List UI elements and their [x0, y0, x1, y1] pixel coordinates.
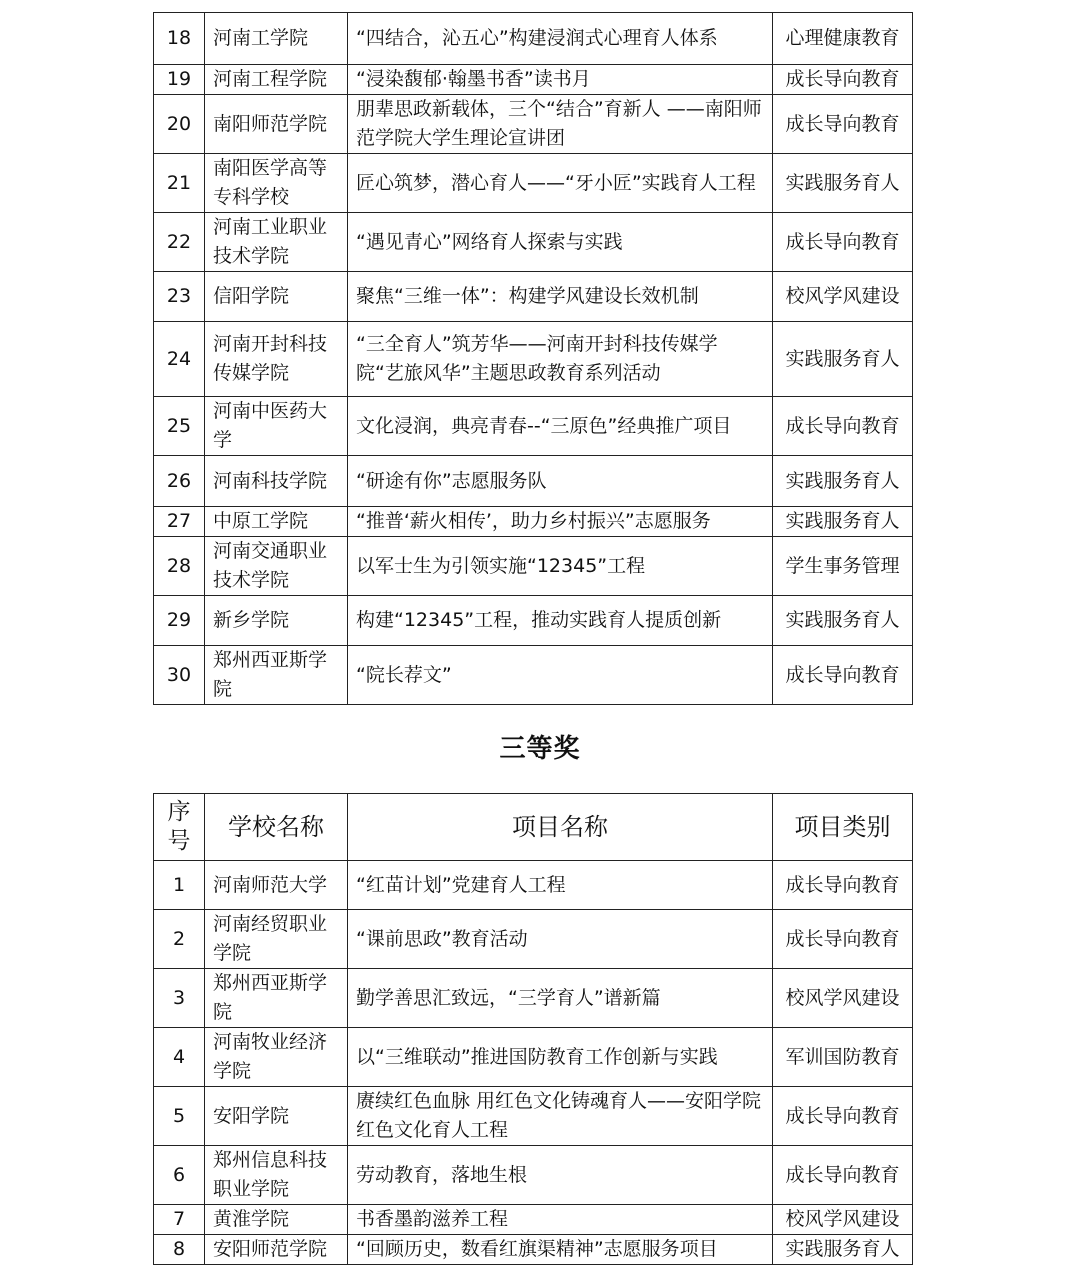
- project-name: 勤学善思汇致远，“三学育人”谱新篇: [348, 969, 773, 1028]
- table-row: [154, 507, 913, 537]
- school-name: 河南经贸职业学院: [205, 910, 348, 969]
- row-number: 5: [154, 1087, 205, 1146]
- school-name: 河南工程学院: [205, 65, 348, 95]
- table-row: [154, 861, 913, 910]
- school-name: 河南师范大学: [205, 861, 348, 910]
- project-name: “研途有你”志愿服务队: [348, 456, 773, 507]
- project-category: 实践服务育人: [773, 596, 913, 646]
- row-number: 2: [154, 910, 205, 969]
- project-name: 聚焦“三维一体”：构建学风建设长效机制: [348, 272, 773, 322]
- school-name: 郑州西亚斯学院: [205, 646, 348, 705]
- table-row: [154, 13, 913, 65]
- project-category: 校风学风建设: [773, 272, 913, 322]
- row-number: 18: [154, 13, 205, 65]
- row-number: 20: [154, 95, 205, 154]
- school-name: 黄淮学院: [205, 1205, 348, 1235]
- row-number: 25: [154, 397, 205, 456]
- table-row: [154, 397, 913, 456]
- table-row: [154, 1087, 913, 1146]
- table-row: [154, 969, 913, 1028]
- table-row: [154, 596, 913, 646]
- project-name: “浸染馥郁·翰墨书香”读书月: [348, 65, 773, 95]
- school-name: 河南工业职业技术学院: [205, 213, 348, 272]
- project-name: 朋辈思政新载体，三个“结合”育新人 ——南阳师范学院大学生理论宣讲团: [348, 95, 773, 154]
- school-name: 河南科技学院: [205, 456, 348, 507]
- school-name: 河南牧业经济学院: [205, 1028, 348, 1087]
- table-row: [154, 322, 913, 397]
- project-name: “院长荐文”: [348, 646, 773, 705]
- school-name: 河南开封科技传媒学院: [205, 322, 348, 397]
- school-name: 中原工学院: [205, 507, 348, 537]
- table-row: [154, 95, 913, 154]
- project-name: 以军士生为引领实施“12345”工程: [348, 537, 773, 596]
- row-number: 4: [154, 1028, 205, 1087]
- school-name: 南阳医学高等专科学校: [205, 154, 348, 213]
- table-row: [154, 272, 913, 322]
- project-name: 构建“12345”工程，推动实践育人提质创新: [348, 596, 773, 646]
- school-name: 信阳学院: [205, 272, 348, 322]
- project-name: 以“三维联动”推进国防教育工作创新与实践: [348, 1028, 773, 1087]
- project-name: “回顾历史，数看红旗渠精神”志愿服务项目: [348, 1235, 773, 1265]
- table-row: [154, 1205, 913, 1235]
- project-name: “课前思政”教育活动: [348, 910, 773, 969]
- project-category: 实践服务育人: [773, 507, 913, 537]
- third-prize-heading: 三等奖: [499, 734, 581, 764]
- header-category: 项目类别: [773, 794, 913, 861]
- table-row: [154, 910, 913, 969]
- project-category: 实践服务育人: [773, 154, 913, 213]
- school-name: 河南交通职业技术学院: [205, 537, 348, 596]
- table-row: [154, 1028, 913, 1087]
- school-name: 河南中医药大学: [205, 397, 348, 456]
- table-row: [154, 65, 913, 95]
- table-row: [154, 1146, 913, 1205]
- table-row: [154, 456, 913, 507]
- table-header-row: [154, 794, 913, 861]
- row-number: 8: [154, 1235, 205, 1265]
- project-category: 成长导向教育: [773, 213, 913, 272]
- project-category: 成长导向教育: [773, 65, 913, 95]
- school-name: 安阳学院: [205, 1087, 348, 1146]
- school-name: 郑州信息科技职业学院: [205, 1146, 348, 1205]
- school-name: 安阳师范学院: [205, 1235, 348, 1265]
- award-table-third-prize: [153, 793, 913, 1265]
- row-number: 23: [154, 272, 205, 322]
- row-number: 28: [154, 537, 205, 596]
- project-name: 文化浸润，典亮青春--“三原色”经典推广项目: [348, 397, 773, 456]
- project-name: “红苗计划”党建育人工程: [348, 861, 773, 910]
- project-category: 校风学风建设: [773, 1205, 913, 1235]
- row-number: 22: [154, 213, 205, 272]
- project-category: 学生事务管理: [773, 537, 913, 596]
- table2-body: [154, 861, 913, 1265]
- table-row: [154, 537, 913, 596]
- header-no: 序号: [154, 794, 205, 861]
- project-category: 军训国防教育: [773, 1028, 913, 1087]
- row-number: 6: [154, 1146, 205, 1205]
- header-project: 项目名称: [348, 794, 773, 861]
- project-category: 成长导向教育: [773, 646, 913, 705]
- project-category: 成长导向教育: [773, 861, 913, 910]
- school-name: 河南工学院: [205, 13, 348, 65]
- project-name: 赓续红色血脉 用红色文化铸魂育人——安阳学院红色文化育人工程: [348, 1087, 773, 1146]
- row-number: 26: [154, 456, 205, 507]
- project-name: “遇见青心”网络育人探索与实践: [348, 213, 773, 272]
- project-name: “三全育人”筑芳华——河南开封科技传媒学院“艺旅风华”主题思政教育系列活动: [348, 322, 773, 397]
- project-category: 成长导向教育: [773, 95, 913, 154]
- project-category: 成长导向教育: [773, 397, 913, 456]
- row-number: 19: [154, 65, 205, 95]
- project-category: 实践服务育人: [773, 456, 913, 507]
- project-category: 成长导向教育: [773, 1087, 913, 1146]
- project-category: 成长导向教育: [773, 910, 913, 969]
- school-name: 新乡学院: [205, 596, 348, 646]
- table-row: [154, 1235, 913, 1265]
- row-number: 24: [154, 322, 205, 397]
- project-category: 实践服务育人: [773, 1235, 913, 1265]
- row-number: 30: [154, 646, 205, 705]
- school-name: 南阳师范学院: [205, 95, 348, 154]
- table-row: [154, 646, 913, 705]
- project-name: “四结合，沁五心”构建浸润式心理育人体系: [348, 13, 773, 65]
- table1-body: [154, 13, 913, 705]
- project-category: 心理健康教育: [773, 13, 913, 65]
- table-row: [154, 213, 913, 272]
- project-name: 劳动教育，落地生根: [348, 1146, 773, 1205]
- project-category: 校风学风建设: [773, 969, 913, 1028]
- row-number: 3: [154, 969, 205, 1028]
- row-number: 21: [154, 154, 205, 213]
- row-number: 27: [154, 507, 205, 537]
- row-number: 7: [154, 1205, 205, 1235]
- project-name: “推普‘薪火相传’，助力乡村振兴”志愿服务: [348, 507, 773, 537]
- header-school: 学校名称: [205, 794, 348, 861]
- project-category: 实践服务育人: [773, 322, 913, 397]
- project-name: 书香墨韵滋养工程: [348, 1205, 773, 1235]
- table-row: [154, 154, 913, 213]
- school-name: 郑州西亚斯学院: [205, 969, 348, 1028]
- row-number: 29: [154, 596, 205, 646]
- project-name: 匠心筑梦，潜心育人——“牙小匠”实践育人工程: [348, 154, 773, 213]
- project-category: 成长导向教育: [773, 1146, 913, 1205]
- row-number: 1: [154, 861, 205, 910]
- award-table-second-prize-continued: [153, 12, 913, 705]
